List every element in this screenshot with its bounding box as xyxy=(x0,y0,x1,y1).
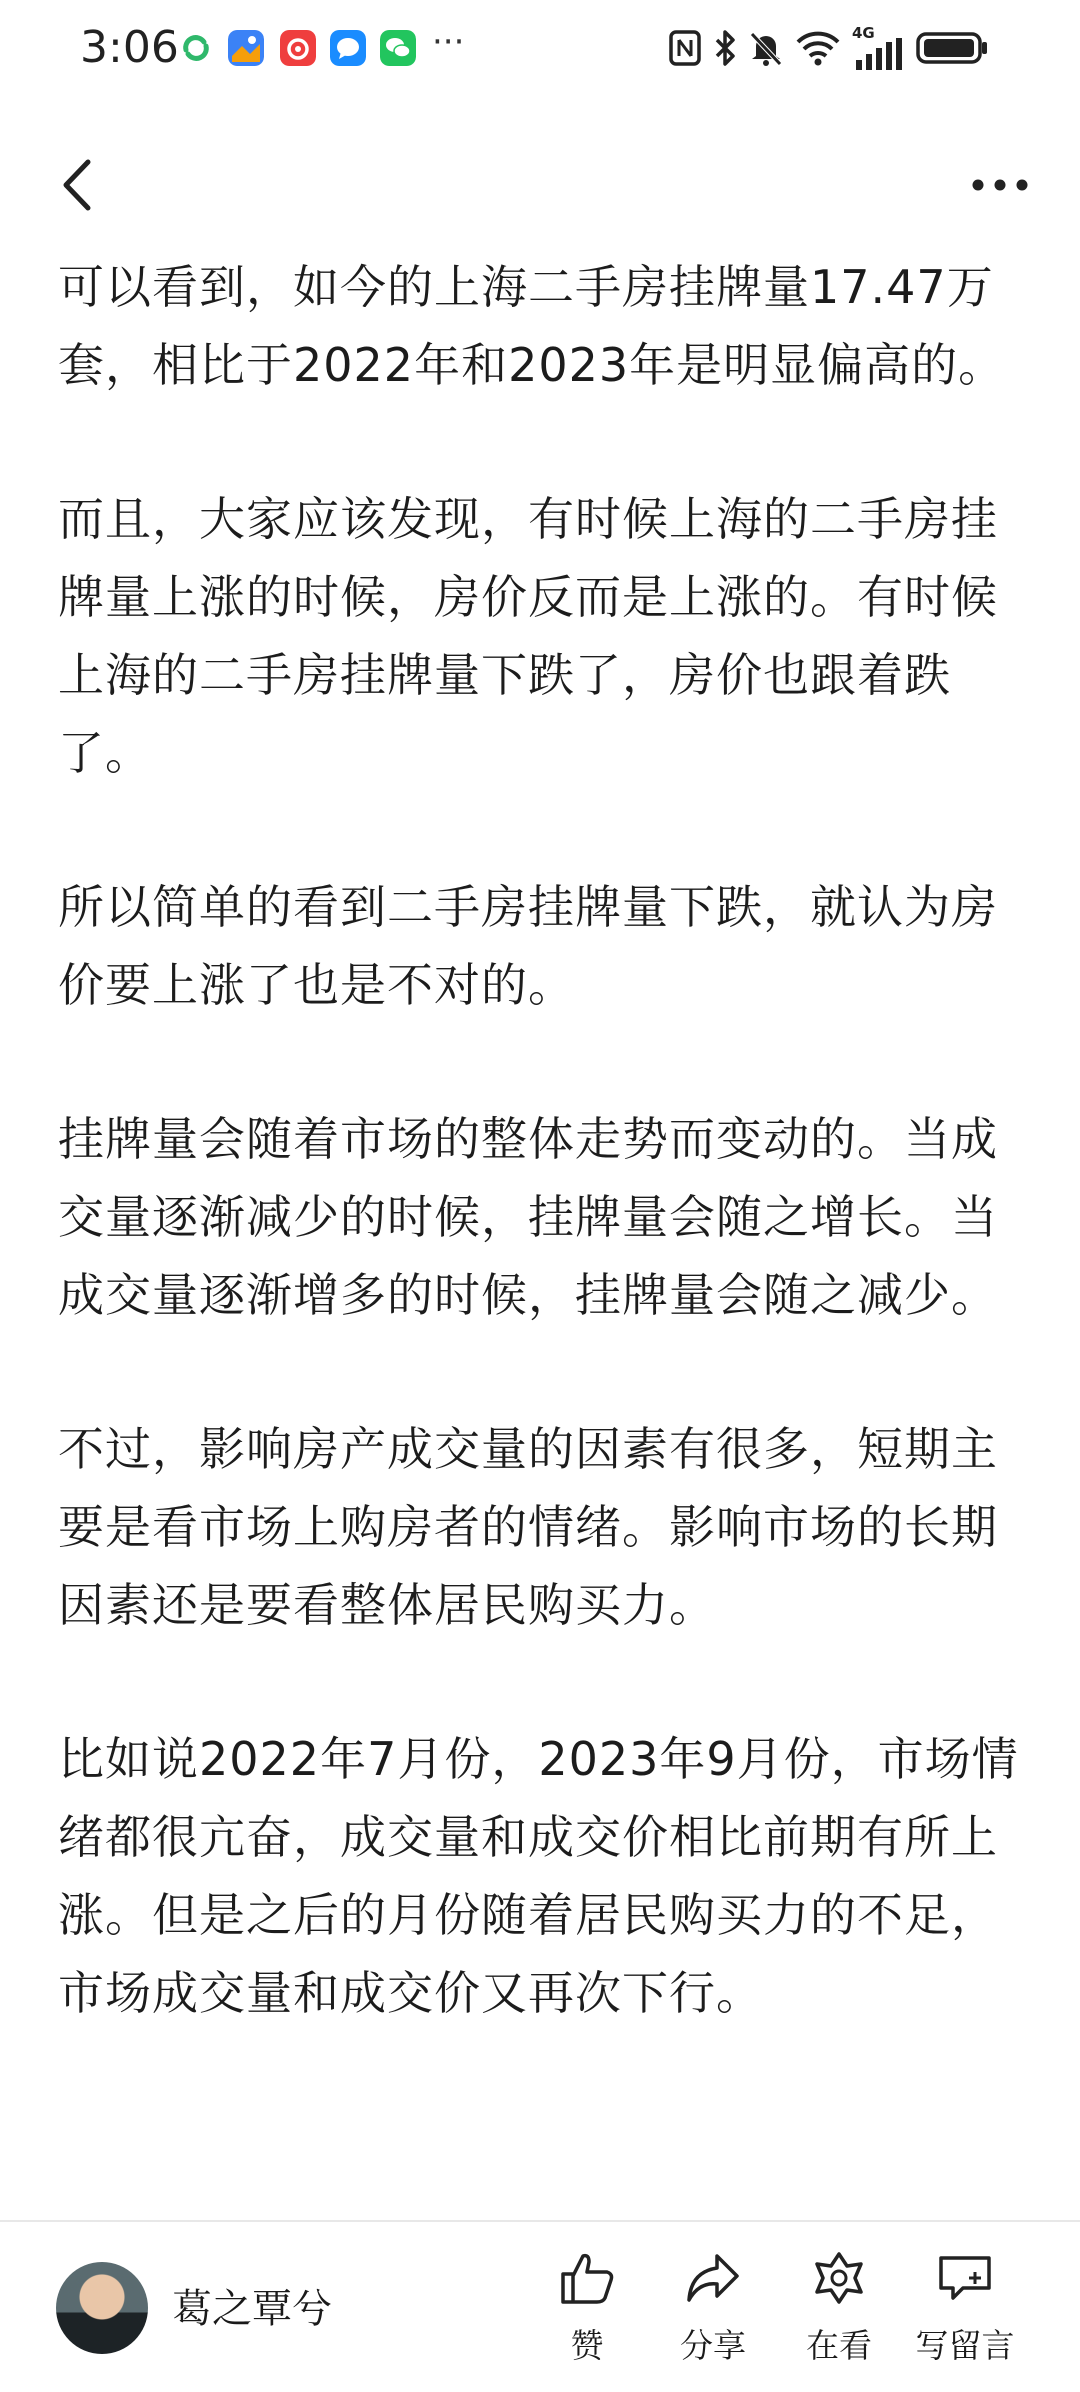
chevron-left-icon[interactable] xyxy=(50,152,110,218)
article-paragraph: 而且，大家应该发现，有时候上海的二手房挂牌量上涨的时候，房价反而是上涨的。有时候上海的二手房挂牌量下跌了，房价也跟着跌了。 xyxy=(58,492,998,780)
like-label: 赞 xyxy=(570,2326,604,2365)
bluetooth-icon xyxy=(712,28,738,68)
article-paragraph: 所以简单的看到二手房挂牌量下跌，就认为房价要上涨了也是不对的。 xyxy=(58,880,998,1012)
article-paragraph: 可以看到，如今的上海二手房挂牌量17.47万套，相比于2022年和2023年是明显偏高的。 xyxy=(58,260,1006,392)
article-paragraph: 挂牌量会随着市场的整体走势而变动的。当成交量逐渐减少的时候，挂牌量会随之增长。当成交量逐渐增多的时候，挂牌量会随之减少。 xyxy=(58,1112,998,1322)
author-name[interactable]: 葛之覃兮 xyxy=(172,2286,332,2332)
wow-button[interactable] xyxy=(784,2250,894,2367)
wifi-icon xyxy=(796,28,840,68)
like-button[interactable] xyxy=(532,2250,642,2367)
article-paragraph: 比如说2022年7月份，2023年9月份，市场情绪都很亢奋，成交量和成交价相比前期有所上涨。但是之后的月份随着居民购买力的不足，市场成交量和成交价又再次下行。 xyxy=(58,1732,1019,2020)
weibo-app-icon xyxy=(280,30,316,66)
comment-button[interactable] xyxy=(910,2250,1020,2367)
4g-signal-icon: 4G xyxy=(852,24,904,70)
status-bar xyxy=(0,0,1080,105)
article-body xyxy=(58,248,1028,2108)
wechat-app-icon xyxy=(380,30,416,66)
comment-add-icon xyxy=(935,2250,995,2306)
share-label: 分享 xyxy=(680,2326,746,2365)
thumbs-up-icon xyxy=(557,2250,617,2306)
messenger-app-icon xyxy=(330,30,366,66)
comment-label: 写留言 xyxy=(915,2326,1015,2365)
top-nav xyxy=(0,140,1080,230)
bottom-action-bar xyxy=(0,2220,1080,2392)
author-avatar[interactable] xyxy=(56,2262,148,2354)
mute-icon xyxy=(748,28,784,68)
notification-overflow: ··· xyxy=(432,22,465,62)
wow-label: 在看 xyxy=(806,2326,872,2365)
more-dots-icon[interactable] xyxy=(960,152,1040,218)
status-time: 3:06 xyxy=(80,22,179,73)
sync-app-icon xyxy=(178,30,214,66)
nfc-icon xyxy=(668,28,702,68)
star-flower-icon xyxy=(809,2250,869,2306)
article-paragraph: 不过，影响房产成交量的因素有很多，短期主要是看市场上购房者的情绪。影响市场的长期因素还是要看整体居民购买力。 xyxy=(58,1422,998,1632)
battery-icon xyxy=(916,28,990,68)
share-button[interactable] xyxy=(658,2250,768,2367)
share-arrow-icon xyxy=(683,2250,743,2306)
maps-app-icon xyxy=(228,30,264,66)
